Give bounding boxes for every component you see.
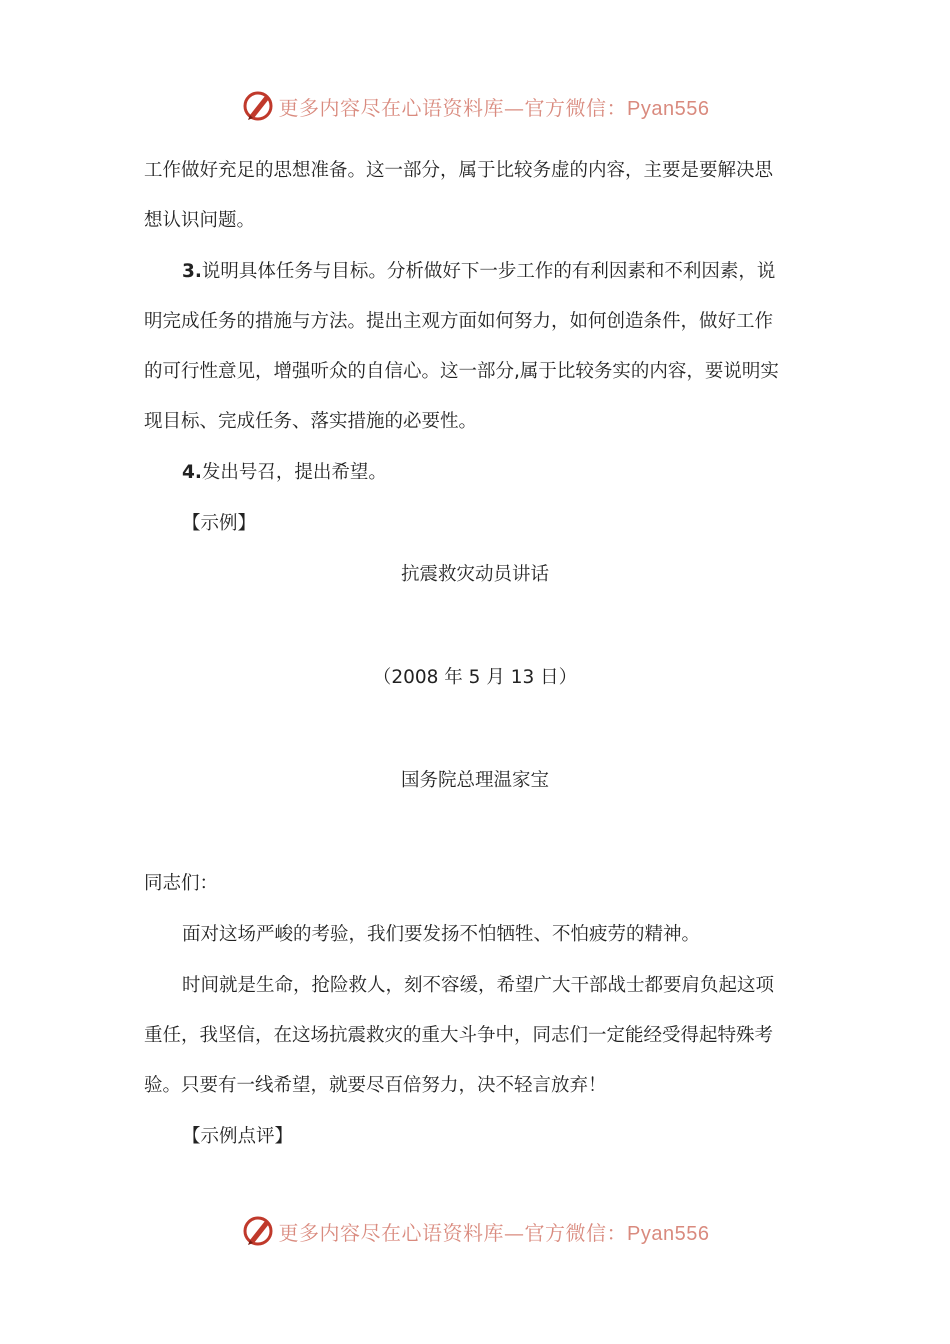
pen-logo-icon xyxy=(241,1214,275,1248)
text-line: 现目标、完成任务、落实措施的必要性。 xyxy=(144,411,478,432)
speech-date: （2008 年 5 月 13 日） xyxy=(372,667,578,688)
item-number: 3. xyxy=(182,261,202,282)
salutation: 同志们： xyxy=(144,873,219,894)
pen-logo-icon xyxy=(241,89,275,123)
numbered-paragraph-3 xyxy=(182,259,848,285)
banner-wechat-id: Pyan556 xyxy=(627,97,710,120)
text-line: 想认识问题。 xyxy=(144,210,256,231)
text-line: 时间就是生命，抢险救人，刻不容缓，希望广大干部战士都要肩负起这项 xyxy=(182,975,775,996)
text-line: 的可行性意见，增强听众的自信心。这一部分,属于比较务实的内容，要说明实 xyxy=(144,361,779,382)
banner-text xyxy=(279,92,710,121)
text-line: 重任，我坚信，在这场抗震救灾的重大斗争中，同志们一定能经受得起特殊考 xyxy=(144,1025,774,1046)
text-line: 面对这场严峻的考验，我们要发扬不怕牺牲、不怕疲劳的精神。 xyxy=(182,924,701,945)
banner-label: 更多内容尽在心语资料库—官方微信： xyxy=(278,1220,628,1245)
text-line: 工作做好充足的思想准备。这一部分，属于比较务虚的内容，主要是要解决思 xyxy=(144,160,774,181)
speech-title: 抗震救灾动员讲话 xyxy=(400,564,549,585)
item-number: 4. xyxy=(182,462,202,483)
numbered-paragraph-4 xyxy=(182,460,848,486)
header-banner xyxy=(0,86,950,126)
banner-label: 更多内容尽在心语资料库—官方微信： xyxy=(278,95,628,120)
footer-banner xyxy=(0,1211,950,1251)
comment-label: 【示例点评】 xyxy=(182,1126,294,1147)
text-line: 验。只要有一线希望，就要尽百倍努力，决不轻言放弃！ xyxy=(144,1075,607,1096)
text-line: 发出号召，提出希望。 xyxy=(201,462,387,483)
text-line: 明完成任务的措施与方法。提出主观方面如何努力，如何创造条件，做好工作 xyxy=(144,311,774,332)
banner-wechat-id: Pyan556 xyxy=(627,1222,710,1245)
example-label: 【示例】 xyxy=(182,513,257,534)
text-line: 说明具体任务与目标。分析做好下一步工作的有利因素和不利因素，说 xyxy=(201,261,776,282)
banner-text xyxy=(279,1217,710,1246)
speaker-name: 国务院总理温家宝 xyxy=(400,770,549,791)
